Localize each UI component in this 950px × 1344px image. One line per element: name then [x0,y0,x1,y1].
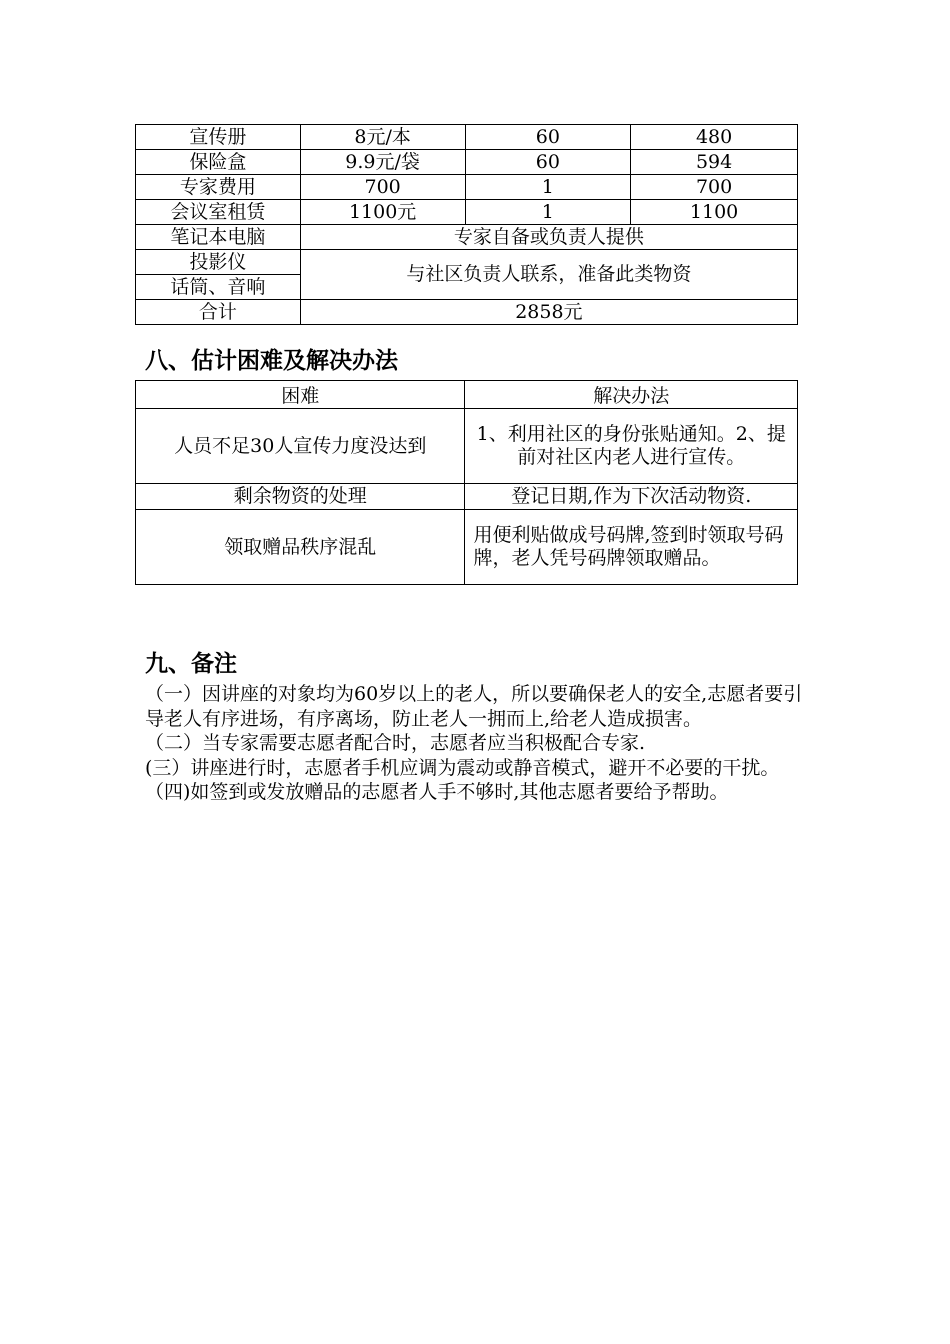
budget-total: 700 [631,175,798,200]
budget-sum-label: 合计 [136,300,301,325]
section-heading: 九、备注 [145,651,237,677]
budget-qty: 1 [465,175,631,200]
solution-cell: 1、利用社区的身份张贴通知。2、提前对社区内老人进行宣传。 [465,409,798,484]
budget-note: 专家自备或负责人提供 [300,225,797,250]
table-row [136,409,798,484]
difficulty-cell: 人员不足30人宣传力度没达到 [136,409,465,484]
budget-item: 话筒、音响 [136,275,301,300]
table-row [136,250,798,275]
notes-body [145,682,815,805]
budget-price: 9.9元/袋 [300,150,465,175]
table-row [136,150,798,175]
table-row [136,125,798,150]
column-header: 困难 [136,381,465,409]
section-heading: 八、估计困难及解决办法 [145,348,398,374]
budget-total: 1100 [631,200,798,225]
table-row [136,300,798,325]
budget-item: 宣传册 [136,125,301,150]
budget-table [135,124,798,325]
budget-sum-value: 2858元 [300,300,797,325]
table-row [136,200,798,225]
budget-item: 专家费用 [136,175,301,200]
difficulty-cell: 领取赠品秩序混乱 [136,510,465,585]
difficulty-cell: 剩余物资的处理 [136,484,465,510]
budget-note: 与社区负责人联系，准备此类物资 [300,250,797,300]
budget-item: 笔记本电脑 [136,225,301,250]
note-paragraph: (三）讲座进行时，志愿者手机应调为震动或静音模式，避开不必要的干扰。 [145,756,780,779]
note-paragraph: （二）当专家需要志愿者配合时，志愿者应当积极配合专家. [145,732,646,754]
column-header: 解决办法 [465,381,798,409]
budget-price: 700 [300,175,465,200]
budget-item: 会议室租赁 [136,200,301,225]
budget-price: 8元/本 [300,125,465,150]
difficulty-table [135,380,798,585]
budget-total: 480 [631,125,798,150]
table-row [136,484,798,510]
budget-item: 保险盒 [136,150,301,175]
note-paragraph: （四)如签到或发放赠品的志愿者人手不够时,其他志愿者要给予帮助。 [145,781,729,803]
budget-qty: 1 [465,200,631,225]
solution-cell: 登记日期,作为下次活动物资. [465,484,798,510]
table-row [136,225,798,250]
budget-qty: 60 [465,150,631,175]
table-header-row [136,381,798,409]
budget-item: 投影仪 [136,250,301,275]
table-row [136,175,798,200]
budget-qty: 60 [465,125,631,150]
table-row [136,510,798,585]
note-paragraph: （一）因讲座的对象均为60岁以上的老人，所以要确保老人的安全,志愿者要引导老人有序进场，有序离场，防止老人一拥而上,给老人造成损害。 [145,683,803,730]
budget-price: 1100元 [300,200,465,225]
solution-cell: 用便利贴做成号码牌,签到时领取号码牌，老人凭号码牌领取赠品。 [465,510,798,585]
budget-total: 594 [631,150,798,175]
